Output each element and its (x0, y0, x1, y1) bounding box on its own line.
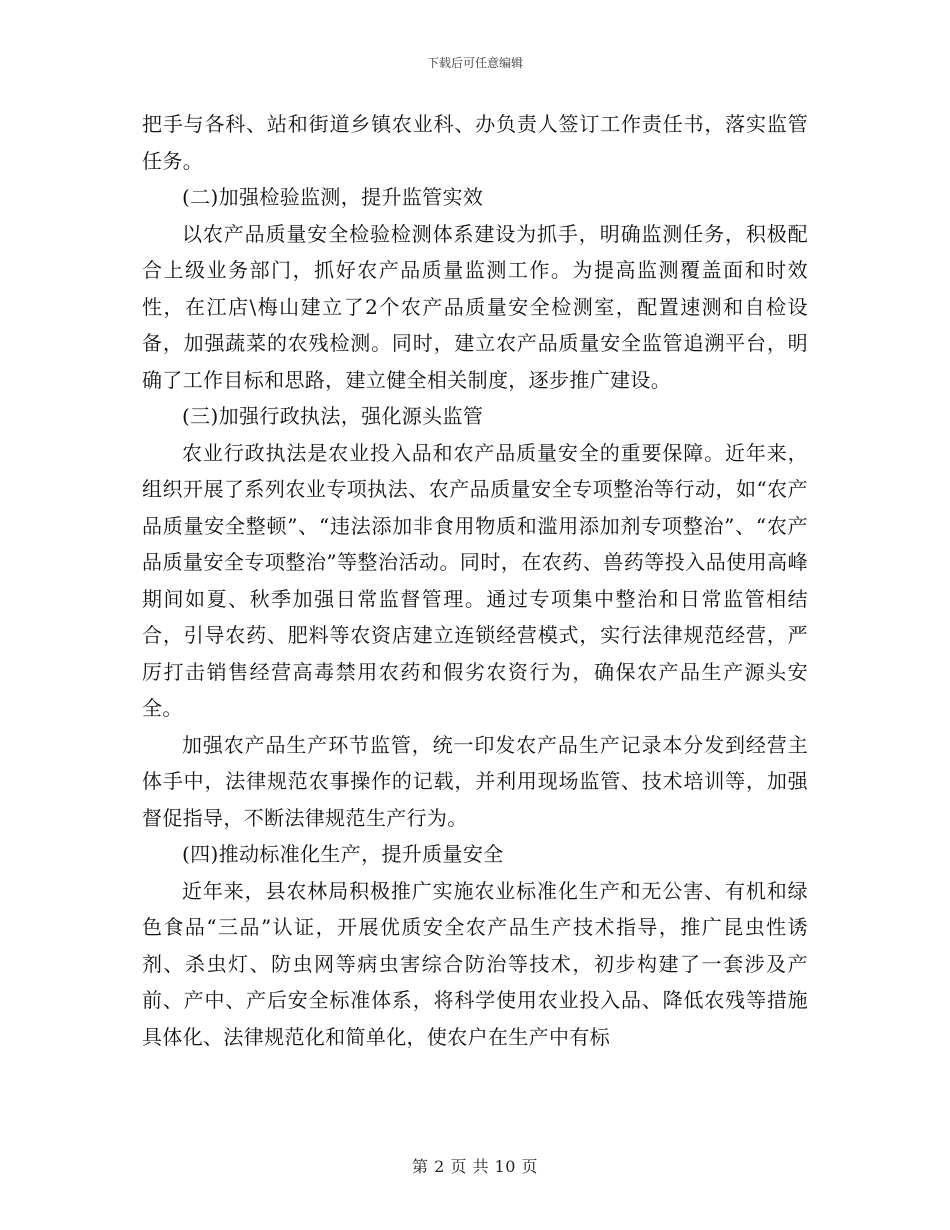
page-header-note: 下载后可任意编辑 (426, 56, 523, 70)
section-heading-4: (四)推动标准化生产，提升质量安全 (182, 842, 504, 866)
paragraph-production-supervision: 加强农产品生产环节监管，统一印发农产品生产记录本分发到经营主体手中，法律规范农事操作的记载，并利用现场监管、技术培训等，加强督促指导，不断法律规范生产行为。 (142, 732, 808, 830)
section-heading-3: (三)加强行政执法，强化源头监管 (182, 404, 484, 428)
page-number-footer: 第 2 页 共 10 页 (412, 1157, 538, 1176)
document-body (142, 106, 808, 1055)
paragraph-standardization: 近年来，县农林局积极推广实施农业标准化生产和无公害、有机和绿色食品“三品”认证，开展优质安全农产品生产技术指导，推广昆虫性诱剂、杀虫灯、防虫网等病虫害综合防治等技术，初步构建了一套涉及产前、产中、产后安全标准体系，将科学使用农业投入品、降低农残等措施具体化、法律规范化和简单化，使农户在生产中有标 (142, 878, 808, 1049)
section-heading-2: (二)加强检验监测，提升监管实效 (182, 185, 484, 209)
paragraph-continuation: 把手与各科、站和街道乡镇农业科、办负责人签订工作责任书，落实监管任务。 (142, 112, 808, 173)
paragraph-enforcement: 农业行政执法是农业投入品和农产品质量安全的重要保障。近年来，组织开展了系列农业专项执法、农产品质量安全专项整治等行动，如“农产品质量安全整顿”、“违法添加非食用物质和滥用添加剂专项整治”、“农产品质量安全专项整治”等整治活动。同时，在农药、兽药等投入品使用高峰期间如夏、秋季加强日常监督管理。通过专项集中整治和日常监管相结合，引导农药、肥料等农资店建立连锁经营模式，实行法律规范经营，严厉打击销售经营高毒禁用农药和假劣农资行为，确保农产品生产源头安全。 (142, 440, 808, 720)
paragraph-monitoring: 以农产品质量安全检验检测体系建设为抓手，明确监测任务，积极配合上级业务部门，抓好农产品质量监测工作。为提高监测覆盖面和时效性，在江店\梅山建立了2个农产品质量安全检测室，配置速测和自检设备，加强蔬菜的农残检测。同时，建立农产品质量安全监管追溯平台，明确了工作目标和思路，建立健全相关制度，逐步推广建设。 (142, 221, 808, 392)
